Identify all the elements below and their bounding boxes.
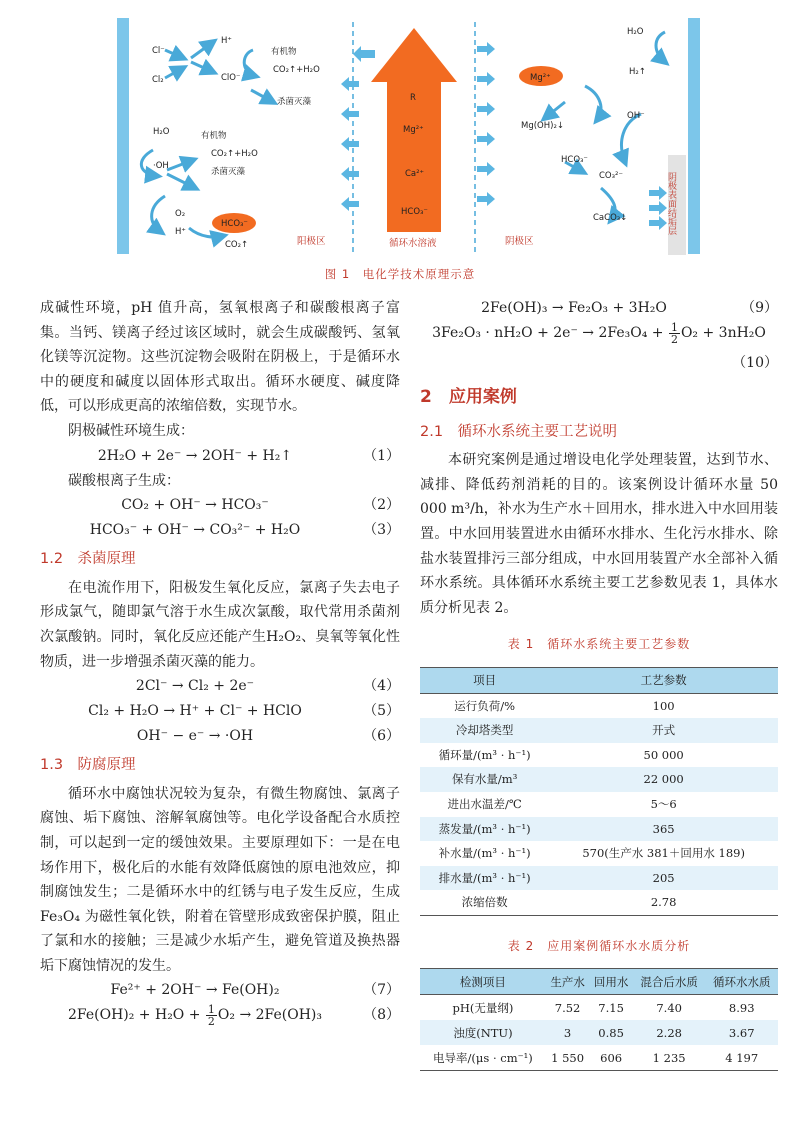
- table-row: [420, 792, 778, 817]
- section-1-3-heading: 1.3 防腐原理: [40, 757, 136, 774]
- fig-h2o-left: H₂O: [153, 127, 170, 137]
- fig-hco3-right: HCO₃⁻: [561, 155, 588, 165]
- fig-organic-2: 有机物: [201, 131, 227, 141]
- table-cell: 8.93: [705, 995, 778, 1021]
- table-cell: 606: [589, 1045, 633, 1071]
- table-cell: 2.78: [549, 890, 778, 915]
- paragraph-anticorrosion: 循环水中腐蚀状况较为复杂，有微生物腐蚀、氯离子腐蚀、垢下腐蚀、溶解氧腐蚀等。电化学设备配合水质控制，可以起到一定的缓蚀效果。主要原理如下：一是在电场作用下，极化后的水能有效降低腐蚀的原电池效应，抑制腐蚀发生；二是循环水中的红锈与电子发生反应，生成 Fe₃O₄ 为磁性氧化铁，附着在管壁形成致密保护膜，阻止了氯和水的接触；三是减少水垢产生，避免管道及换热器垢下腐蚀情况的发生。: [40, 785, 400, 974]
- table-cell: 电导率/(μs · cm⁻¹): [420, 1045, 546, 1071]
- equation-2: CO₂ + OH⁻ → HCO₃⁻ （2）: [121, 497, 400, 514]
- fig-co2-h2o-1: CO₂↑+H₂O: [273, 65, 320, 75]
- table-2-header: 检测项目: [420, 969, 546, 995]
- table-cell: pH(无量纲): [420, 995, 546, 1021]
- equation-10-number: （10）: [732, 355, 778, 371]
- table-cell: 2.28: [633, 1020, 706, 1045]
- table-cell: 5～6: [549, 792, 778, 817]
- table-cell: 3: [546, 1020, 590, 1045]
- table-cell: 循环量/(m³ · h⁻¹): [420, 743, 549, 768]
- fig-cl-minus: Cl⁻: [152, 46, 165, 56]
- table-2-header: 回用水: [589, 969, 633, 995]
- anode-plate: [117, 18, 129, 254]
- label-alkaline: 阴极碱性环境生成：: [68, 422, 194, 439]
- fig-hco3-center: HCO₃⁻: [401, 207, 428, 217]
- fig-organic-1: 有机物: [271, 47, 297, 57]
- fig-sterilize-2: 杀菌灭藻: [211, 167, 246, 177]
- equation-4: 2Cl⁻ → Cl₂ + 2e⁻ （4）: [135, 678, 400, 695]
- equation-7: Fe²⁺ + 2OH⁻ → Fe(OH)₂ （7）: [110, 982, 400, 999]
- table-1-caption: 表 1 循环水系统主要工艺参数: [507, 637, 691, 652]
- table-cell: 浊度(NTU): [420, 1020, 546, 1045]
- fig-h-plus-top: H⁺: [221, 36, 232, 46]
- figure-caption: 图 1 电化学技术原理示意: [324, 267, 476, 281]
- fig-oh-right: OH⁻: [627, 111, 645, 121]
- table-2-header: 生产水: [546, 969, 590, 995]
- fig-caco3: CaCO₃↓: [593, 213, 628, 223]
- table-cell: 570(生产水 381＋回用水 189): [549, 841, 778, 866]
- table-row: [420, 995, 778, 1021]
- fig-mg-right: Mg²⁺: [530, 73, 551, 83]
- electrochemistry-diagram: [105, 10, 715, 258]
- table-row: [420, 1045, 778, 1071]
- table-cell: 浓缩倍数: [420, 890, 549, 915]
- fig-h2o-right: H₂O: [627, 27, 644, 37]
- table-cell: 排水量/(m³ · h⁻¹): [420, 866, 549, 891]
- paragraph-sterilize: 在电流作用下，阳极发生氧化反应，氯离子失去电子形成氯气，随即氯气溶于水生成次氯酸，取代常用杀菌剂次氯酸钠。同时，氧化反应还能产生H₂O₂、臭氧等氧化性物质，进一步增强杀菌灭藻的能力。: [40, 579, 400, 670]
- table-2-header: 循环水水质: [705, 969, 778, 995]
- fig-hco3-anode: HCO₃⁻: [221, 219, 248, 229]
- table-cell: 50 000: [549, 743, 778, 768]
- fig-ca: Ca²⁺: [405, 169, 425, 179]
- fig-cl2: Cl₂: [152, 75, 164, 85]
- equation-10: 3Fe₂O₃ · nH₂O + 2e⁻ → 2Fe₃O₄ + $\frac{1}{2}$ O₂ + 3nH₂O: [432, 320, 766, 346]
- table-cell: 冷却塔类型: [420, 718, 549, 743]
- fig-mg: Mg²⁺: [403, 125, 424, 135]
- table-1-header: 项目: [420, 667, 549, 693]
- equation-5: Cl₂ + H₂O → H⁺ + Cl⁻ + HClO （5）: [88, 703, 400, 720]
- table-cell: 365: [549, 817, 778, 842]
- table-2-header: 混合后水质: [633, 969, 706, 995]
- label-carbonate: 碳酸根离子生成：: [68, 472, 180, 489]
- fig-clo-minus: ClO⁻: [221, 73, 241, 83]
- table-row: [420, 767, 778, 792]
- fig-mgoh2: Mg(OH)₂↓: [521, 121, 564, 131]
- table-row: [420, 890, 778, 915]
- table-cell: 205: [549, 866, 778, 891]
- table-2: [420, 968, 778, 1071]
- fig-sterilize-1: 杀菌灭藻: [277, 97, 312, 107]
- table-row: [420, 693, 778, 718]
- table-cell: 100: [549, 693, 778, 718]
- fig-h2-up: H₂↑: [629, 67, 646, 77]
- fig-anode-zone: 阳极区: [297, 236, 326, 247]
- fig-h-plus-bottom: H⁺: [175, 227, 186, 237]
- table-row: [420, 743, 778, 768]
- left-column: [40, 296, 400, 1033]
- table-row: [420, 841, 778, 866]
- table-cell: 4 197: [705, 1045, 778, 1071]
- fig-cathode-zone: 阴极区: [505, 236, 534, 247]
- table-row: [420, 817, 778, 842]
- fig-co2-h2o-2: CO₂↑+H₂O: [211, 149, 258, 159]
- table-row: [420, 866, 778, 891]
- section-2-1-heading: 2.1 循环水系统主要工艺说明: [420, 423, 618, 440]
- table-cell: 进出水温差/℃: [420, 792, 549, 817]
- table-row: [420, 718, 778, 743]
- table-1: [420, 667, 778, 916]
- table-cell: 蒸发量/(m³ · h⁻¹): [420, 817, 549, 842]
- table-cell: 1 550: [546, 1045, 590, 1071]
- paragraph-case: 本研究案例是通过增设电化学处理装置，达到节水、减排、降低药剂消耗的目的。该案例设计循环水量 50 000 m³/h，补水为生产水＋回用水，排水进入中水回用装置。中水回用装置进水由循环水排水、生化污水排水、除盐水装置排污三部分组成，中水回用装置产水全部补入循环水系统。具体循环水系统主要工艺参数见表 1，具体水质分析见表 2。: [420, 452, 778, 616]
- table-2-caption: 表 2 应用案例循环水水质分析: [507, 938, 691, 953]
- equation-6: OH⁻ − e⁻ → ·OH （6）: [136, 728, 400, 745]
- fig-o2: O₂: [175, 209, 186, 219]
- fig-r: R: [410, 93, 416, 103]
- paragraph-alkaline: 成碱性环境，pH 值升高，氢氧根离子和碳酸根离子富集。当钙、镁离子经过该区域时，就会生成碳酸钙、氢氧化镁等沉淀物。这些沉淀物会吸附在阴极上，于是循环水中的硬度和碱度以固体形式取出。循环水硬度、碱度降低，可以形成更高的浓缩倍数，实现节水。: [40, 300, 400, 415]
- fig-solution: 循环水溶液: [389, 238, 437, 249]
- section-1-2-heading: 1.2 杀菌原理: [40, 551, 136, 568]
- equation-8: 2Fe(OH)₂ + H₂O + $\frac{1}{2}$ O₂ → 2Fe(OH)₃ （8）: [67, 1002, 400, 1028]
- table-cell: 22 000: [549, 767, 778, 792]
- fig-scale-layer: 阴极表面结垢层: [666, 172, 676, 235]
- table-cell: 7.15: [589, 995, 633, 1021]
- section-2-heading: 2 应用案例: [420, 387, 517, 407]
- fig-co2-up: CO₂↑: [225, 240, 249, 250]
- fig-co3: CO₃²⁻: [599, 171, 623, 181]
- table-cell: 开式: [549, 718, 778, 743]
- equation-9: 2Fe(OH)₃ → Fe₂O₃ + 3H₂O （9）: [481, 300, 778, 316]
- table-cell: 3.67: [705, 1020, 778, 1045]
- equation-1: 2H₂O + 2e⁻ → 2OH⁻ + H₂↑ （1）: [97, 447, 400, 464]
- table-cell: 运行负荷/%: [420, 693, 549, 718]
- cathode-plate: [688, 18, 700, 254]
- table-cell: 保有水量/m³: [420, 767, 549, 792]
- table-cell: 7.52: [546, 995, 590, 1021]
- equation-3: HCO₃⁻ + OH⁻ → CO₃²⁻ + H₂O （3）: [89, 522, 400, 539]
- table-1-header: 工艺参数: [549, 667, 778, 693]
- table-cell: 0.85: [589, 1020, 633, 1045]
- fig-oh-left: ·OH: [153, 161, 169, 171]
- right-column: [420, 296, 778, 1071]
- table-cell: 补水量/(m³ · h⁻¹): [420, 841, 549, 866]
- table-cell: 7.40: [633, 995, 706, 1021]
- table-row: [420, 1020, 778, 1045]
- table-cell: 1 235: [633, 1045, 706, 1071]
